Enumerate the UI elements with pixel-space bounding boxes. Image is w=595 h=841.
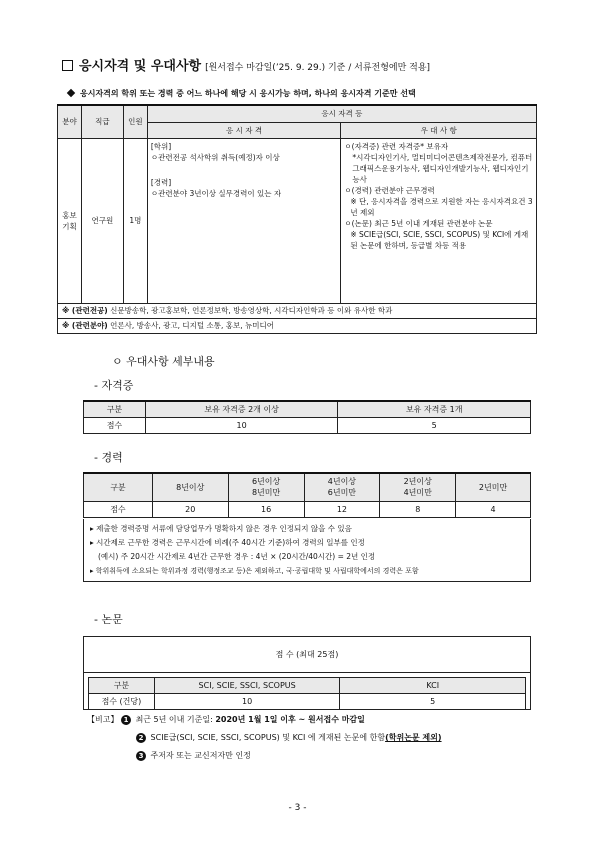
note-major-label: ※ (관련전공): [62, 305, 108, 315]
number-3-icon: 3: [136, 751, 146, 761]
note-major-row: [58, 303, 537, 318]
paper-box-title: 점 수 (최대 25점): [84, 637, 530, 673]
remark-1a: 최근 5년 이내 기준일:: [135, 715, 216, 724]
career-note-3: (예시) 주 20시간 시간제로 4년간 근무한 경우 : 4년 × (20시간/40시간) = 2년 인정: [98, 552, 376, 561]
section-title-text: 응시자격 및 우대사항: [79, 59, 202, 74]
cell-qualification: [147, 138, 341, 303]
checkbox-square-icon: [62, 60, 73, 71]
pref-detail-heading: ㅇ 우대사항 세부내용: [112, 355, 215, 368]
page-number: - 3 -: [288, 803, 307, 813]
career-note-2: ▸ 시간제로 근무한 경력은 근무시간에 비례(주 40시간 기준)하여 경력의 일부를 인정: [90, 538, 365, 547]
career-header-0: 구분: [84, 473, 153, 501]
qual-degree: ㅇ관련전공 석사학위 취득(예정)자 이상: [150, 152, 280, 162]
career-row-2: 16: [228, 501, 304, 517]
career-heading: - 경력: [94, 451, 123, 464]
paper-score-table: [88, 677, 526, 710]
diamond-bullet-icon: [67, 89, 75, 97]
paper-score-box: [83, 636, 531, 710]
career-header-2: 6년이상 8년미만: [228, 473, 304, 501]
note-field-row: [58, 318, 537, 333]
remark-2b: (학위논문 제외): [385, 733, 442, 742]
paper-heading: - 논문: [94, 613, 123, 626]
paper-header-2: KCI: [340, 678, 526, 694]
cell-count: 1명: [123, 138, 147, 303]
cert-header-0: 구분: [84, 401, 146, 417]
header-job: 직급: [81, 105, 123, 138]
cert-row-1: 10: [145, 417, 338, 433]
career-row-0: 점수: [84, 501, 153, 517]
career-note-4: ▸ 학위취득에 소요되는 학위과정 경력(행정조교 등)은 제외하고, 국·공립대학 및 사립대학에서의 경력은 포함: [90, 567, 419, 575]
header-group: 응시 자격 등: [147, 105, 536, 122]
note-major: 신문방송학, 광고홍보학, 언론정보학, 방송영상학, 시각디자인학과 등 이와 유사한 학과: [110, 305, 393, 315]
section-title: [62, 55, 430, 74]
remark-line-2: [87, 729, 442, 747]
remark-1b: 2020년 1월 1일 이후 ~ 원서접수 마감일: [215, 715, 365, 724]
remark-line-3: [87, 747, 442, 765]
pref-cert: ㅇ(자격증) 관련 자격증* 보유자: [344, 141, 449, 151]
qualification-table: [57, 104, 537, 334]
number-1-icon: 1: [121, 715, 131, 725]
career-note-1: ▸ 제출한 경력증명 서류에 담당업무가 명확하지 않은 경우 인정되지 않을 수 있음: [90, 524, 352, 533]
header-count: 인원: [123, 105, 147, 138]
career-header-4: 2년이상 4년미만: [380, 473, 456, 501]
section-title-sub: [원서접수 마감일(’25. 9. 29.) 기준 / 서류전형에만 적용]: [205, 63, 431, 73]
cert-row-2: 5: [338, 417, 531, 433]
cert-header-2: 보유 자격증 1개: [338, 401, 531, 417]
paper-row-1: 10: [154, 694, 340, 710]
remark-line-1: [87, 711, 442, 729]
number-2-icon: 2: [136, 733, 146, 743]
header-qual: 응 시 자 격: [147, 122, 341, 138]
career-row-1: 20: [152, 501, 228, 517]
paper-header-0: 구분: [89, 678, 155, 694]
paper-header-1: SCI, SCIE, SSCI, SCOPUS: [154, 678, 340, 694]
cell-field: 홍보 기획: [58, 138, 82, 303]
cell-job: 연구원: [81, 138, 123, 303]
pref-cert-detail: *시각디자인기사, 멀티미디어콘텐츠제작전문가, 컴퓨터그래픽스운용기능사, 웹디자인개발기능사, 웹디자인기능사: [352, 152, 533, 184]
qual-degree-head: [학위]: [150, 141, 172, 151]
notice-line: [68, 88, 416, 99]
cert-score-table: [83, 400, 531, 434]
note-field-label: ※ (관련분야): [62, 320, 108, 330]
cert-header-1: 보유 자격증 2개 이상: [145, 401, 338, 417]
career-header-5: 2년미만: [456, 473, 531, 501]
career-row-3: 12: [304, 501, 380, 517]
career-header-1: 8년이상: [152, 473, 228, 501]
note-field: 언론사, 방송사, 광고, 디지털 소통, 홍보, 뉴미디어: [110, 320, 275, 330]
career-header-3: 4년이상 6년미만: [304, 473, 380, 501]
header-field: 분야: [58, 105, 82, 138]
pref-career: ㅇ(경력) 관련분야 근무경력: [344, 185, 435, 195]
cert-heading: - 자격증: [94, 379, 134, 392]
paper-remarks: [87, 711, 442, 765]
pref-paper-note: ※ SCIE급(SCI, SCIE, SSCI, SCOPUS) 및 KCI에 게재된 논문에 한하며, 등급별 차등 적용: [350, 229, 529, 250]
career-row-5: 4: [456, 501, 531, 517]
notice-text: 응시자격의 학위 또는 경력 중 어느 하나에 해당 시 응시가능 하며, 하나의 응시자격 기준만 선택: [80, 89, 416, 98]
remark-3: 주저자 또는 교신저자만 인정: [150, 751, 251, 760]
career-score-table: [83, 472, 531, 518]
remark-2a: SCIE급(SCI, SCIE, SSCI, SCOPUS) 및 KCI 에 게재된 논문에 한함: [150, 733, 386, 742]
qual-career: ㅇ관련분야 3년이상 실무경력이 있는 자: [150, 188, 282, 198]
remark-label: 【비고】: [87, 715, 119, 724]
cert-row-0: 점수: [84, 417, 146, 433]
cell-preference: [341, 138, 537, 303]
paper-row-2: 5: [340, 694, 526, 710]
career-row-4: 8: [380, 501, 456, 517]
pref-paper: ㅇ(논문) 최근 5년 이내 게재된 관련분야 논문: [344, 218, 493, 228]
career-notes: [83, 519, 531, 582]
qual-career-head: [경력]: [150, 177, 172, 187]
paper-row-0: 점수 (건당): [89, 694, 155, 710]
pref-career-note: ※ 단, 응시자격을 경력으로 지원한 자는 응시자격요건 3년 제외: [350, 196, 533, 217]
header-pref: 우 대 사 항: [341, 122, 537, 138]
